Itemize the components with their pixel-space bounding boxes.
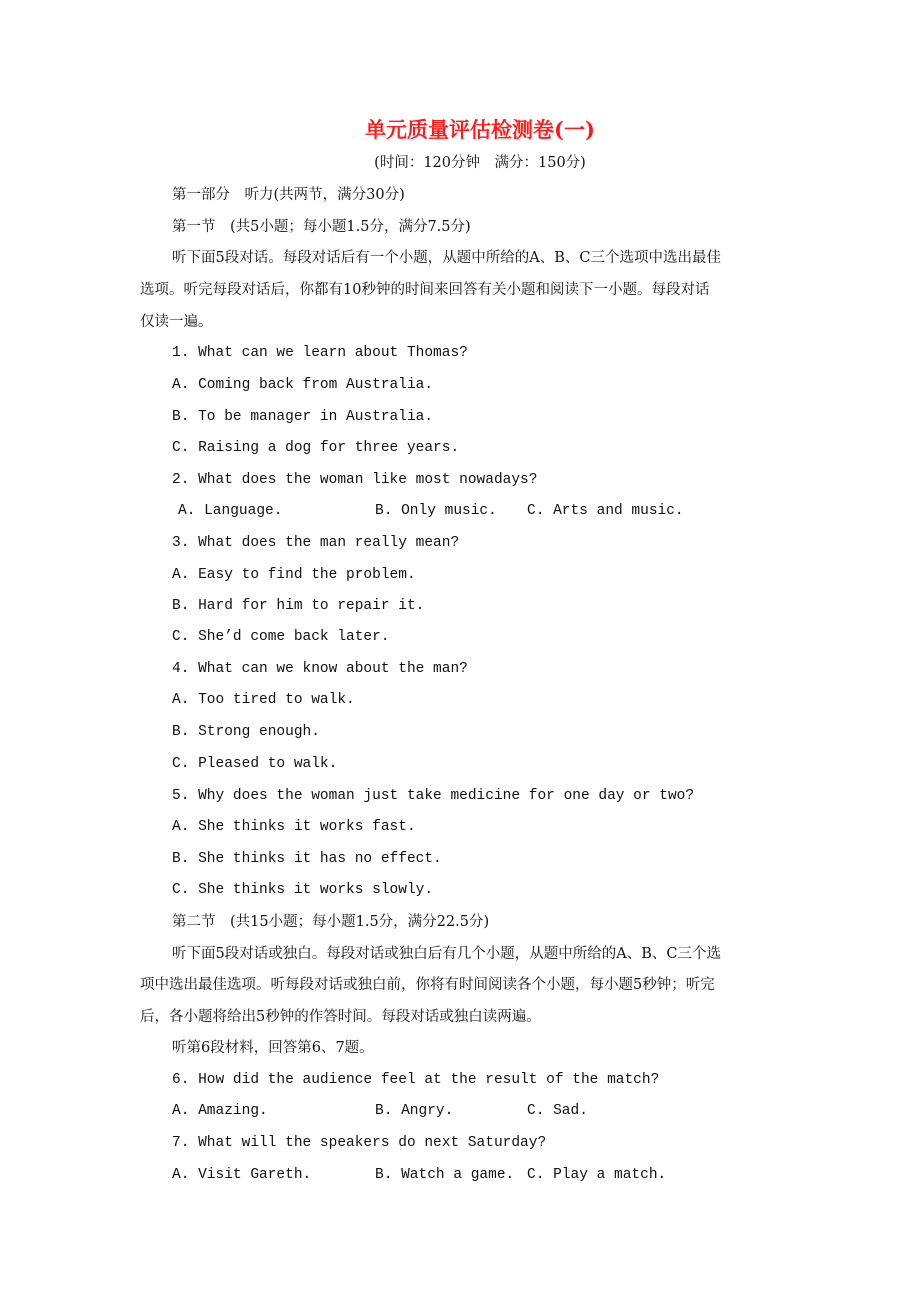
- option: A. Language.: [178, 503, 283, 519]
- option: B. Strong enough.: [172, 724, 320, 740]
- option: B. Only music.: [375, 503, 497, 519]
- section2-instructions: 听下面5段对话或独白。每段对话或独白后有几个小题，从题中所给的A、B、C三个选: [172, 946, 721, 962]
- section1-heading: 第一节 (共5小题；每小题1.5分，满分7.5分): [172, 219, 471, 235]
- question: 7. What will the speakers do next Saturday?: [172, 1135, 547, 1151]
- question: 6. How did the audience feel at the result of the match?: [172, 1072, 660, 1088]
- option: B. To be manager in Australia.: [172, 409, 434, 425]
- option: A. Visit Gareth.: [172, 1167, 312, 1183]
- section2-instructions: 项中选出最佳选项。听每段对话或独白前，你将有时间阅读各个小题，每小题5秒钟；听完: [140, 977, 715, 993]
- section2-instructions: 后，各小题将给出5秒钟的作答时间。每段对话或独白读两遍。: [140, 1009, 541, 1025]
- question: 3. What does the man really mean?: [172, 535, 460, 551]
- section1-instructions: 听下面5段对话。每段对话后有一个小题，从题中所给的A、B、C三个选项中选出最佳: [172, 250, 721, 266]
- question: 1. What can we learn about Thomas?: [172, 345, 468, 361]
- option: B. She thinks it has no effect.: [172, 851, 442, 867]
- option: C. She’d come back later.: [172, 629, 390, 645]
- question: 2. What does the woman like most nowadays?: [172, 472, 538, 488]
- question: 5. Why does the woman just take medicine for one day or two?: [172, 788, 695, 804]
- option: A. Amazing.: [172, 1103, 268, 1119]
- section2-heading: 第二节 (共15小题；每小题1.5分，满分22.5分): [172, 914, 490, 930]
- option: C. She thinks it works slowly.: [172, 882, 434, 898]
- option: C. Sad.: [527, 1103, 588, 1119]
- option: B. Angry.: [375, 1103, 454, 1119]
- option: A. Too tired to walk.: [172, 692, 355, 708]
- option: C. Play a match.: [527, 1167, 667, 1183]
- option: C. Raising a dog for three years.: [172, 440, 460, 456]
- document-title: 单元质量评估检测卷(一): [365, 117, 595, 142]
- option: B. Hard for him to repair it.: [172, 598, 425, 614]
- part-heading: 第一部分 听力(共两节，满分30分): [172, 187, 405, 203]
- subtitle: (时间：120分钟 满分：150分): [374, 155, 586, 171]
- section1-instructions: 仅读一遍。: [140, 314, 213, 330]
- option: A. She thinks it works fast.: [172, 819, 416, 835]
- section1-instructions: 选项。听完每段对话后，你都有10秒钟的时间来回答有关小题和阅读下一小题。每段对话: [140, 282, 710, 298]
- option: B. Watch a game.: [375, 1167, 515, 1183]
- option: A. Easy to find the problem.: [172, 567, 416, 583]
- option: C. Pleased to walk.: [172, 756, 338, 772]
- material-note: 听第6段材料，回答第6、7题。: [172, 1040, 374, 1056]
- option: A. Coming back from Australia.: [172, 377, 434, 393]
- option: C. Arts and music.: [527, 503, 684, 519]
- question: 4. What can we know about the man?: [172, 661, 468, 677]
